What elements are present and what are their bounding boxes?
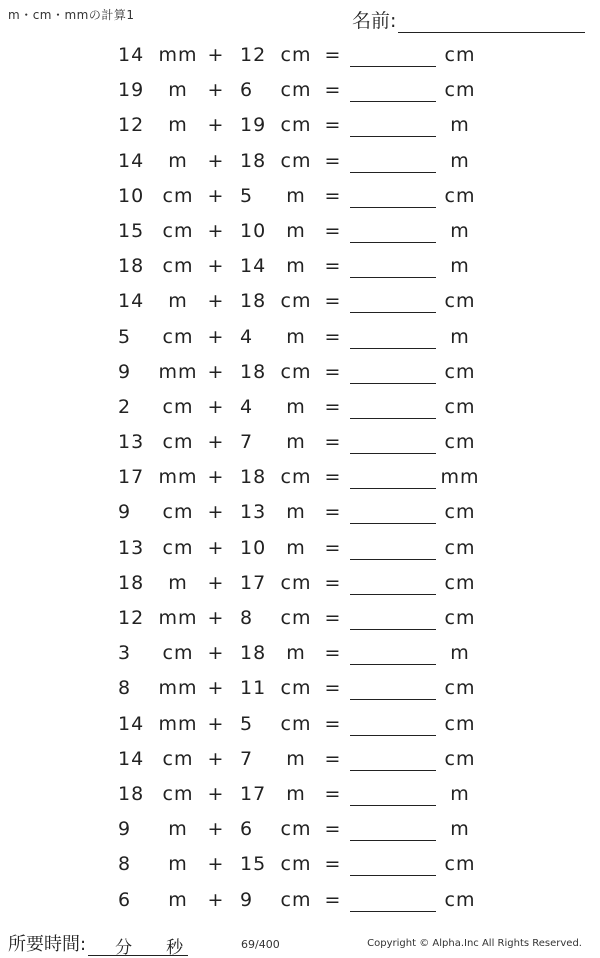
second-unit: cm [280,571,312,594]
second-unit: cm [280,360,312,383]
answer-unit: m [450,642,470,665]
answer-blank[interactable] [350,887,436,912]
second-unit: cm [280,853,312,876]
plus-operator: + [207,431,225,454]
plus-operator: + [207,114,225,137]
first-number: 14 [118,149,145,172]
equals-sign: = [324,501,342,524]
second-number: 18 [240,642,267,665]
first-unit: mm [158,360,198,383]
plus-operator: + [207,642,225,665]
answer-unit: cm [444,395,476,418]
problem-row [0,671,600,706]
answer-blank[interactable] [350,253,436,278]
first-number: 9 [118,360,132,383]
equals-sign: = [324,219,342,242]
equals-sign: = [324,466,342,489]
name-field [352,6,585,33]
second-unit: cm [280,888,312,911]
first-unit: mm [158,607,198,629]
problem-row [0,707,600,742]
problem-row [0,390,600,425]
answer-blank[interactable] [350,288,436,313]
equals-sign: = [324,853,342,876]
problem-row [0,179,600,214]
problem-row [0,320,600,355]
problem-row [0,355,600,390]
plus-operator: + [207,44,225,66]
problem-row [0,425,600,460]
first-unit: cm [162,642,194,665]
plus-operator: + [207,184,225,207]
first-number: 10 [118,184,145,207]
first-number: 9 [118,818,132,841]
answer-unit: cm [444,571,476,594]
second-unit: cm [280,712,312,735]
second-unit: m [286,642,306,665]
equals-sign: = [324,712,342,735]
first-number: 14 [118,290,145,313]
first-number: 13 [118,536,145,559]
plus-operator: + [207,571,225,594]
answer-blank[interactable] [350,535,436,560]
second-unit: m [286,325,306,348]
first-number: 14 [118,44,145,66]
first-unit: m [168,571,188,594]
problem-row [0,777,600,812]
plus-operator: + [207,818,225,841]
problem-row [0,531,600,566]
first-number: 9 [118,501,132,524]
first-unit: cm [162,184,194,207]
second-number: 18 [240,466,267,489]
plus-operator: + [207,747,225,770]
answer-blank[interactable] [350,112,436,137]
plus-operator: + [207,607,225,629]
first-unit: mm [158,712,198,735]
first-unit: cm [162,395,194,418]
second-number: 12 [240,44,267,66]
answer-blank[interactable] [350,394,436,419]
second-number: 14 [240,255,267,278]
equals-sign: = [324,255,342,278]
answer-unit: m [450,325,470,348]
answer-unit: m [450,255,470,278]
first-number: 6 [118,888,132,911]
equals-sign: = [324,747,342,770]
answer-unit: m [450,818,470,841]
second-number: 6 [240,79,254,102]
first-unit: mm [158,466,198,489]
problem-row [0,144,600,179]
first-unit: cm [162,536,194,559]
second-number: 17 [240,571,267,594]
problem-row [0,38,600,73]
second-number: 11 [240,677,267,700]
answer-blank[interactable] [350,359,436,384]
second-number: 10 [240,536,267,559]
answer-unit: cm [444,290,476,313]
answer-blank[interactable] [350,218,436,243]
problem-row [0,566,600,601]
equals-sign: = [324,184,342,207]
second-unit: m [286,255,306,278]
second-number: 4 [240,395,254,418]
answer-blank[interactable] [350,148,436,173]
answer-unit: cm [444,853,476,876]
equals-sign: = [324,290,342,313]
second-number: 18 [240,360,267,383]
answer-unit: cm [444,888,476,911]
first-unit: m [168,79,188,102]
second-unit: cm [280,466,312,489]
first-unit: m [168,290,188,313]
first-unit: cm [162,782,194,805]
first-unit: mm [158,44,198,66]
second-unit: m [286,747,306,770]
second-number: 18 [240,290,267,313]
answer-blank[interactable] [350,77,436,102]
equals-sign: = [324,395,342,418]
second-number: 13 [240,501,267,524]
plus-operator: + [207,466,225,489]
equals-sign: = [324,782,342,805]
problem-row [0,742,600,777]
first-number: 3 [118,642,132,665]
problem-row [0,601,600,636]
plus-operator: + [207,219,225,242]
first-number: 14 [118,747,145,770]
first-number: 2 [118,395,132,418]
second-unit: cm [280,677,312,700]
equals-sign: = [324,325,342,348]
equals-sign: = [324,607,342,629]
second-number: 5 [240,184,254,207]
answer-blank[interactable] [350,42,436,67]
problem-row [0,883,600,918]
second-unit: cm [280,114,312,137]
answer-unit: cm [444,79,476,102]
first-unit: cm [162,255,194,278]
answer-unit: cm [444,360,476,383]
answer-unit: cm [444,501,476,524]
equals-sign: = [324,79,342,102]
second-unit: cm [280,818,312,841]
answer-blank[interactable] [350,570,436,595]
problem-list [0,38,600,918]
first-unit: cm [162,325,194,348]
time-taken-field [8,930,188,956]
first-number: 19 [118,79,145,102]
plus-operator: + [207,888,225,911]
first-number: 13 [118,431,145,454]
plus-operator: + [207,325,225,348]
first-number: 8 [118,677,132,700]
second-unit: cm [280,79,312,102]
problem-row [0,249,600,284]
second-number: 15 [240,853,267,876]
first-number: 18 [118,571,145,594]
first-number: 8 [118,853,132,876]
first-number: 5 [118,325,132,348]
second-number: 8 [240,607,254,629]
second-number: 6 [240,818,254,841]
plus-operator: + [207,782,225,805]
answer-blank[interactable] [350,464,436,489]
problem-row [0,108,600,143]
first-number: 18 [118,255,145,278]
first-unit: m [168,888,188,911]
plus-operator: + [207,677,225,700]
second-unit: cm [280,149,312,172]
second-number: 19 [240,114,267,137]
plus-operator: + [207,853,225,876]
answer-unit: cm [444,431,476,454]
second-unit: cm [280,607,312,629]
first-number: 14 [118,712,145,735]
plus-operator: + [207,255,225,278]
problem-row [0,214,600,249]
equals-sign: = [324,677,342,700]
answer-unit: m [450,782,470,805]
problem-row [0,284,600,319]
first-unit: cm [162,219,194,242]
first-unit: m [168,853,188,876]
equals-sign: = [324,642,342,665]
equals-sign: = [324,114,342,137]
problem-row [0,495,600,530]
name-blank-line[interactable] [398,12,585,33]
answer-unit: m [450,219,470,242]
second-unit: m [286,501,306,524]
minutes-label: 分 [115,938,133,958]
answer-unit: cm [444,44,476,66]
second-unit: m [286,395,306,418]
equals-sign: = [324,149,342,172]
answer-unit: cm [444,607,476,629]
second-unit: cm [280,290,312,313]
second-number: 18 [240,149,267,172]
answer-blank[interactable] [350,746,436,771]
second-number: 7 [240,747,254,770]
second-number: 9 [240,888,254,911]
plus-operator: + [207,536,225,559]
answer-blank[interactable] [350,605,436,630]
problem-row [0,812,600,847]
plus-operator: + [207,149,225,172]
plus-operator: + [207,395,225,418]
answer-blank[interactable] [350,816,436,841]
second-unit: cm [280,44,312,66]
worksheet-title: m・cm・mmの計算1 [8,8,135,22]
answer-blank[interactable] [350,640,436,665]
second-unit: m [286,431,306,454]
second-number: 7 [240,431,254,454]
answer-blank[interactable] [350,499,436,524]
problem-row [0,847,600,882]
answer-blank[interactable] [350,781,436,806]
first-unit: m [168,818,188,841]
answer-blank[interactable] [350,183,436,208]
answer-unit: cm [444,536,476,559]
answer-unit: cm [444,677,476,700]
time-blank-line[interactable] [88,933,188,956]
plus-operator: + [207,290,225,313]
second-number: 17 [240,782,267,805]
second-unit: m [286,536,306,559]
second-number: 10 [240,219,267,242]
answer-unit: cm [444,712,476,735]
answer-blank[interactable] [350,851,436,876]
problem-row [0,636,600,671]
first-unit: cm [162,747,194,770]
copyright-notice: Copyright © Alpha.Inc All Rights Reserved. [367,938,582,949]
equals-sign: = [324,571,342,594]
answer-unit: mm [440,466,480,489]
first-unit: m [168,114,188,137]
first-number: 18 [118,782,145,805]
problem-row [0,460,600,495]
answer-unit: m [450,149,470,172]
second-unit: m [286,219,306,242]
answer-blank[interactable] [350,429,436,454]
equals-sign: = [324,44,342,66]
answer-unit: cm [444,747,476,770]
second-number: 4 [240,325,254,348]
problem-row [0,73,600,108]
answer-unit: cm [444,184,476,207]
first-number: 15 [118,219,145,242]
plus-operator: + [207,712,225,735]
first-number: 12 [118,114,145,137]
name-label: 名前: [352,10,397,32]
equals-sign: = [324,888,342,911]
equals-sign: = [324,536,342,559]
first-number: 17 [118,466,145,489]
answer-unit: m [450,114,470,137]
first-unit: cm [162,431,194,454]
second-unit: m [286,184,306,207]
answer-blank[interactable] [350,324,436,349]
plus-operator: + [207,360,225,383]
equals-sign: = [324,360,342,383]
answer-blank[interactable] [350,711,436,736]
plus-operator: + [207,79,225,102]
first-unit: mm [158,677,198,700]
page-number: 69/400 [241,938,280,951]
first-unit: cm [162,501,194,524]
plus-operator: + [207,501,225,524]
first-unit: m [168,149,188,172]
time-taken-label: 所要時間: [8,934,87,955]
equals-sign: = [324,431,342,454]
second-number: 5 [240,712,254,735]
equals-sign: = [324,818,342,841]
seconds-label: 秒 [166,938,184,958]
answer-blank[interactable] [350,675,436,700]
first-number: 12 [118,607,145,629]
second-unit: m [286,782,306,805]
